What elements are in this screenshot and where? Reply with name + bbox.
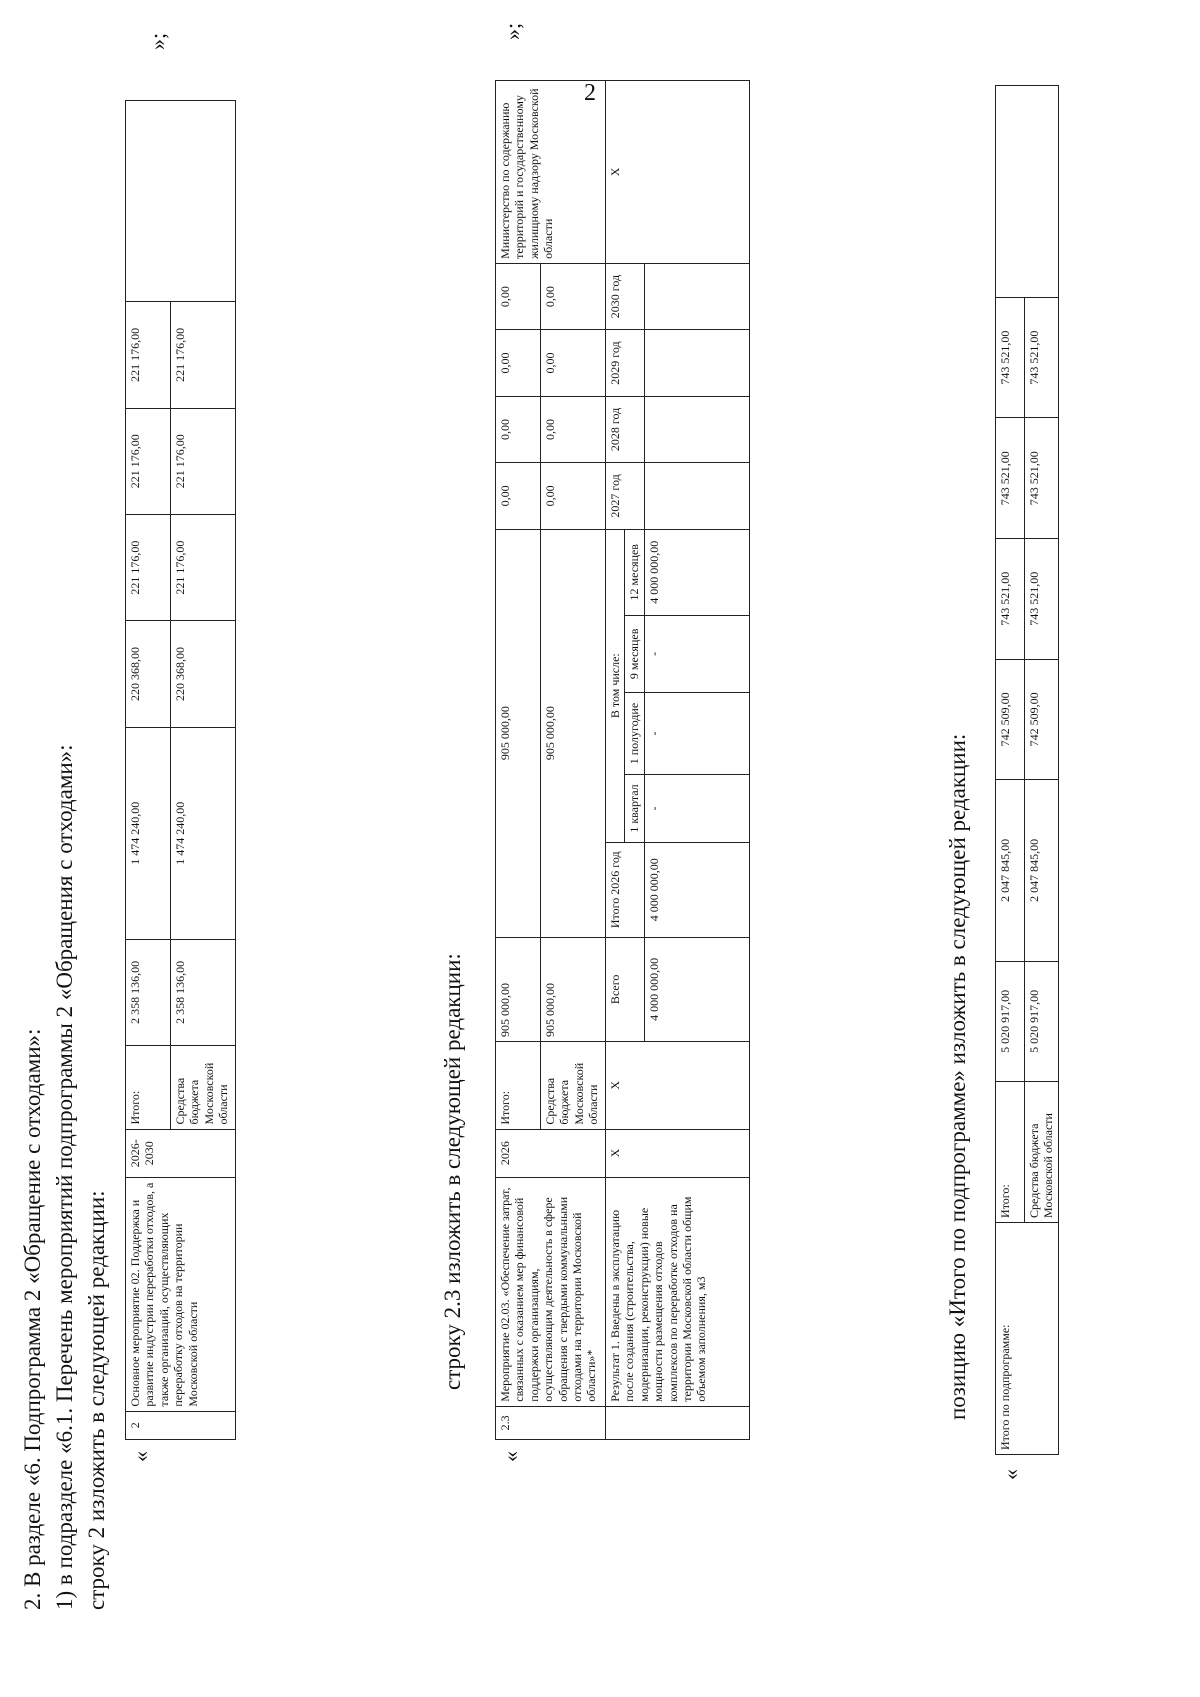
value-cell: 0,00 — [496, 396, 541, 462]
value-cell: - — [644, 775, 749, 843]
value-cell: 221 176,00 — [126, 302, 171, 408]
value-cell: 743 521,00 — [1025, 418, 1059, 539]
value-cell: 0,00 — [496, 463, 541, 529]
source-label: Средства бюджета Московской области — [171, 1046, 236, 1129]
value-cell: 0,00 — [541, 396, 606, 462]
header-h1: 1 полугодие — [625, 692, 644, 774]
row-number: 2 — [126, 1411, 236, 1439]
value-cell: 5 020 917,00 — [1025, 961, 1059, 1082]
source-label: Итого: — [996, 1082, 1025, 1223]
row-number — [606, 1406, 750, 1439]
value-cell: 5 020 917,00 — [996, 961, 1025, 1082]
value-cell: 220 368,00 — [171, 621, 236, 727]
table-row — [606, 81, 625, 1440]
section-heading: 2. В разделе «6. Подпрограмма 2 «Обращение с отходами»: — [20, 1028, 45, 1610]
value-cell: 2 358 136,00 — [126, 939, 171, 1045]
value-cell: 2 358 136,00 — [171, 939, 236, 1045]
source-label: Средства бюджета Московской области — [1025, 1082, 1059, 1223]
table-row — [126, 101, 171, 1440]
header-including: В том числе: — [606, 529, 625, 842]
value-cell: 743 521,00 — [996, 539, 1025, 660]
value-cell: 742 509,00 — [996, 659, 1025, 780]
responsible-cell — [996, 86, 1059, 298]
x-mark: Х — [606, 81, 750, 264]
header-2030: 2030 год — [606, 263, 645, 329]
responsible-cell — [126, 101, 236, 302]
close-mark: »; — [500, 22, 525, 40]
value-cell: 221 176,00 — [171, 302, 236, 408]
value-cell: 221 176,00 — [126, 408, 171, 514]
value-cell: 221 176,00 — [171, 514, 236, 620]
value-cell: 221 176,00 — [126, 514, 171, 620]
value-cell: 1 474 240,00 — [171, 727, 236, 939]
responsible-cell: Министерство по содержанию территорий и государственному жилищному надзору Московской области — [496, 81, 606, 264]
value-cell: 0,00 — [541, 263, 606, 329]
source-label: Средства бюджета Московской области — [541, 1041, 606, 1129]
year: 2026 — [496, 1129, 606, 1177]
value-cell: - — [644, 615, 749, 692]
measure-name: Основное мероприятие 02. Поддержка и развитие индустрии переработки отходов, а также организаций, осуществляющих переработку отходов на территории Московской области — [126, 1178, 236, 1412]
value-cell: 0,00 — [496, 263, 541, 329]
table-total — [995, 85, 1059, 1455]
value-cell: 4 000 000,00 — [644, 842, 749, 937]
empty-cell — [644, 263, 749, 329]
value-cell: 0,00 — [541, 463, 606, 529]
period: 2026-2030 — [126, 1129, 236, 1178]
value-cell: 905 000,00 — [496, 937, 541, 1041]
value-cell: 905 000,00 — [541, 529, 606, 937]
value-cell: 2 047 845,00 — [1025, 780, 1059, 961]
open-quote: « — [128, 1451, 153, 1462]
value-cell: 4 000 000,00 — [644, 937, 749, 1041]
row-number: 2.3 — [496, 1406, 606, 1439]
value-cell: 742 509,00 — [1025, 659, 1059, 780]
measure-name: Мероприятие 02.03. «Обеспечение затрат, связанных с оказанием мер финансовой поддержки организациям, осуществляющим деятельность в сфере обращения с твердыми коммунальными отходами на территории Московской области»* — [496, 1177, 606, 1406]
value-cell: 220 368,00 — [126, 621, 171, 727]
value-cell: 905 000,00 — [541, 937, 606, 1041]
empty-cell — [644, 396, 749, 462]
header-2028: 2028 год — [606, 396, 645, 462]
value-cell: 2 047 845,00 — [996, 780, 1025, 961]
table-row-2 — [125, 100, 236, 1440]
table-row — [496, 81, 541, 1440]
table-row-2-3 — [495, 80, 750, 1440]
value-cell: 743 521,00 — [996, 418, 1025, 539]
empty-cell — [644, 463, 749, 529]
rotated-document-body — [20, 10, 1150, 1640]
value-cell: 4 000 000,00 — [644, 529, 749, 615]
value-cell: 905 000,00 — [496, 529, 541, 937]
x-mark: Х — [606, 1129, 750, 1177]
open-quote: « — [998, 1469, 1023, 1480]
value-cell: 743 521,00 — [1025, 297, 1059, 418]
header-q1: 1 квартал — [625, 775, 644, 843]
row23-instruction: строку 2.3 изложить в следующей редакции: — [440, 953, 465, 1390]
value-cell: 0,00 — [541, 330, 606, 396]
page-number: 2 — [584, 80, 596, 106]
value-cell: 221 176,00 — [171, 408, 236, 514]
header-itogo: Итого 2026 год — [606, 842, 645, 937]
value-cell: 0,00 — [496, 330, 541, 396]
open-quote: « — [498, 1451, 523, 1462]
empty-cell — [644, 330, 749, 396]
header-m9: 9 месяцев — [625, 615, 644, 692]
source-label: Итого: — [496, 1041, 541, 1129]
header-m12: 12 месяцев — [625, 529, 644, 615]
row2-instruction: строку 2 изложить в следующей редакции: — [84, 1190, 109, 1610]
x-mark: Х — [606, 1041, 750, 1129]
value-cell: - — [644, 692, 749, 774]
header-total: Всего — [606, 937, 645, 1041]
value-cell: 1 474 240,00 — [126, 727, 171, 939]
source-label: Итого: — [126, 1046, 171, 1129]
header-2027: 2027 год — [606, 463, 645, 529]
header-2029: 2029 год — [606, 330, 645, 396]
result-name: Результат 1. Введены в эксплуатацию после создания (строительства, модернизации, реконструкции) новые мощности размещения отходов комплексов по переработке отходов на территории Московской области общим объемом заполнения, м3 — [606, 1177, 750, 1406]
value-cell: 743 521,00 — [996, 297, 1025, 418]
total-instruction: позицию «Итого по подпрограмме» изложить в следующей редакции: — [945, 733, 970, 1420]
value-cell: 743 521,00 — [1025, 539, 1059, 660]
subsection-heading: 1) в подразделе «6.1. Перечень мероприятий подпрограммы 2 «Обращения с отходами»: — [52, 744, 77, 1610]
close-mark: »; — [145, 32, 170, 50]
total-label: Итого по подпрограмме: — [996, 1222, 1059, 1454]
table-row — [996, 86, 1025, 1455]
